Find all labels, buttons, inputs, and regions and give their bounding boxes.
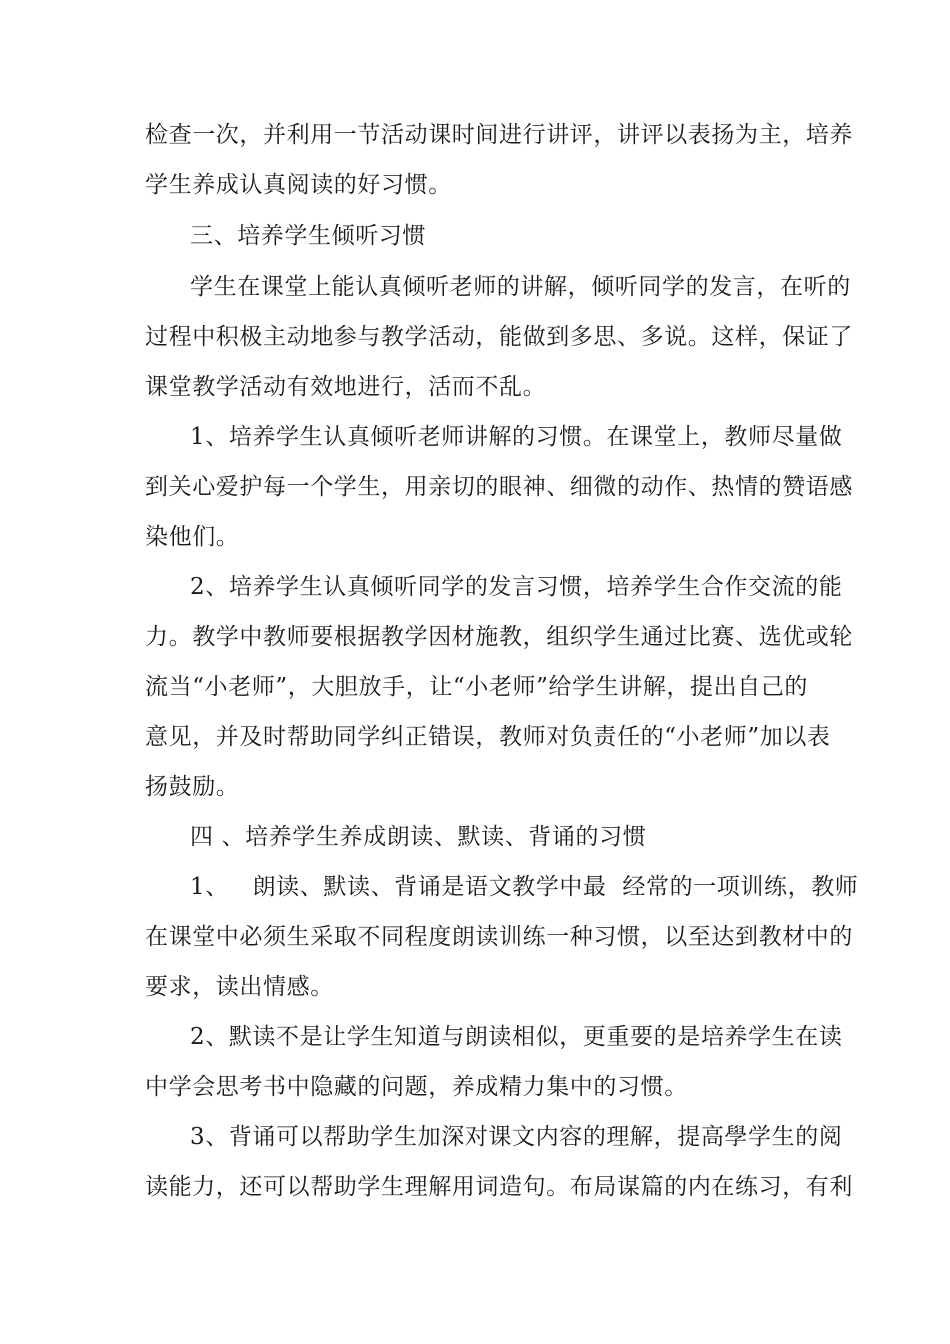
text-line: 2、培养学生认真倾听同学的发言习惯，培养学生合作交流的能	[190, 574, 843, 600]
text-line: 检查一次，并利用一节活动课时间进行讲评，讲评以表扬为主，培养	[145, 122, 853, 148]
text-line: 读能力，还可以帮助学生理解用词造句。布局谋篇的内在练习，有利	[145, 1174, 853, 1200]
text-line: 流当“小老师”，大胆放手，让“小老师”给学生讲解，提出自己的	[145, 674, 809, 700]
text-line: 1、培养学生认真倾听老师讲解的习惯。在课堂上，教师尽量做	[190, 424, 843, 450]
text-line: 染他们。	[145, 524, 240, 550]
text-line: 1、 朗读、默读、背诵是语文教学中最 经常的一项训练，教师	[190, 874, 859, 900]
text-line: 3、背诵可以帮助学生加深对课文内容的理解，提高學学生的阅	[190, 1124, 843, 1150]
text-line: 过程中积极主动地参与教学活动，能做到多思、多说。这样，保证了	[145, 324, 853, 350]
text-line: 意见，并及时帮助同学纠正错误，教师对负责任的“小老师”加以表	[145, 724, 831, 750]
text-line: 学生在课堂上能认真倾听老师的讲解，倾听同学的发言，在听的	[190, 274, 851, 300]
text-line: 力。教学中教师要根据教学因材施教，组织学生通过比赛、选优或轮	[145, 624, 853, 650]
text-line: 中学会思考书中隐藏的问题，养成精力集中的习惯。	[145, 1074, 688, 1100]
text-line: 扬鼓励。	[145, 774, 240, 800]
text-line: 2、默读不是让学生知道与朗读相似，更重要的是培养学生在读	[190, 1024, 843, 1050]
section-heading: 三、培养学生倾听习惯	[190, 223, 426, 249]
text-line: 在课堂中必须生采取不同程度朗读训练一种习惯，以至达到教材中的	[145, 924, 853, 950]
section-heading: 四 、培养学生养成朗读、默读、背诵的习惯	[190, 824, 647, 850]
text-line: 到关心爱护每一个学生，用亲切的眼神、细微的动作、热情的赞语感	[145, 474, 853, 500]
text-line: 学生养成认真阅读的好习惯。	[145, 172, 452, 198]
text-line: 要求，读出情感。	[145, 974, 334, 1000]
text-line: 课堂教学活动有效地进行，活而不乱。	[145, 374, 547, 400]
